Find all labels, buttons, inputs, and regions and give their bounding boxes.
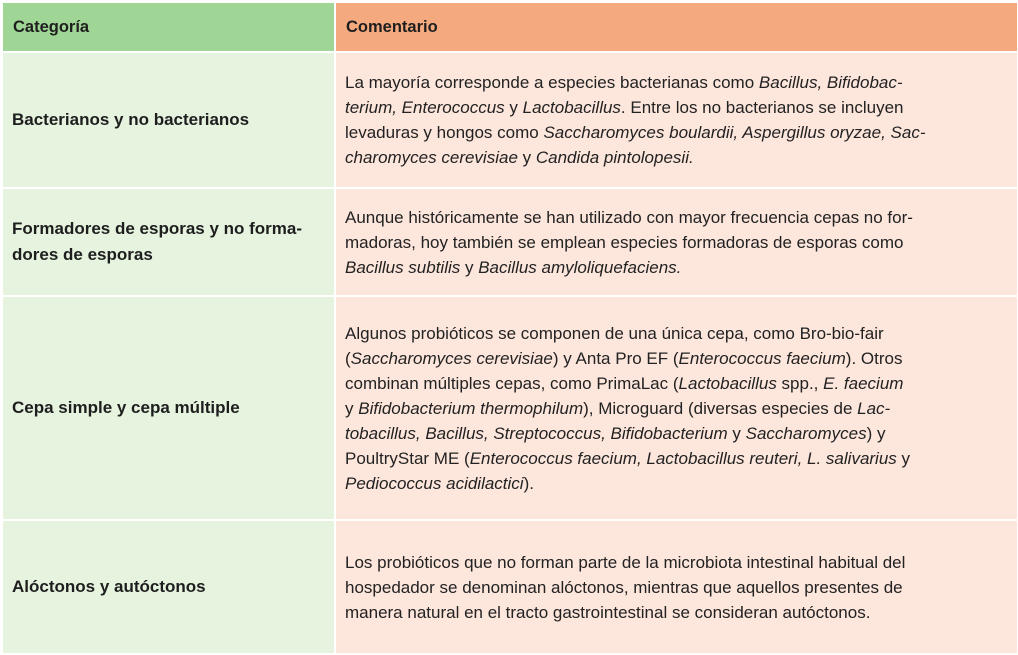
- header-comment: Comentario: [335, 2, 1018, 52]
- species-name: Enterococcus faecium: [678, 348, 846, 368]
- species-name: Bifidobacterium thermophilum: [358, 398, 584, 418]
- category-cell: [2, 188, 335, 296]
- species-name: terium, Enterococcus: [345, 98, 505, 117]
- species-name: Bacillus, Bifidobac-: [758, 73, 903, 92]
- species-name: Saccharomyces cerevisiae: [350, 348, 553, 368]
- species-name: Lactobacillus: [522, 98, 621, 117]
- category-text: Formadores de esporas y no forma- dores de esporas: [12, 219, 303, 264]
- species-name: Bacillus subtilis: [345, 257, 461, 277]
- species-name: Candida pintolopesii.: [535, 148, 694, 167]
- table-header-row: [2, 2, 1018, 52]
- species-name: Enterococcus faecium, Lactobacillus reuteri, L. salivarius: [469, 448, 897, 468]
- probiotics-classification-table: [1, 1, 1018, 655]
- table-row: [2, 188, 1018, 296]
- table-row: [2, 52, 1018, 188]
- species-name: charomyces cerevisiae: [345, 148, 518, 167]
- comment-cell: La mayoría corresponde a especies bacterianas como Bacillus, Bifidobac- terium, Enterococcus y Lactobacillus. Entre los no bacterianos se incluyen levaduras y hongos como Saccharomyces boulardii, Aspergillus oryzae, Sac- charomyces cerevisiae y Candida pintolopesii.: [335, 52, 1018, 188]
- category-cell: Cepa simple y cepa múltiple: [2, 296, 335, 520]
- species-name: Pediococcus acidilactici: [345, 473, 524, 493]
- table-row: [2, 520, 1018, 654]
- species-name: Lac-: [857, 398, 891, 418]
- category-cell: Alóctonos y autóctonos: [2, 520, 335, 654]
- category-cell: Bacterianos y no bacterianos: [2, 52, 335, 188]
- comment-cell: Los probióticos que no forman parte de la microbiota intestinal habitual del hospedador se denominan alóctonos, mientras que aquellos presentes de manera natural en el tracto gastrointestinal se consideran autóctonos.: [335, 520, 1018, 654]
- comment-cell: Algunos probióticos se componen de una única cepa, como Bro-bio-fair (Saccharomyces cerevisiae) y Anta Pro EF (Enterococcus faecium). Otros combinan múltiples cepas, como PrimaLac (Lactobacillus spp., E. faecium y Bifidobacterium thermophilum), Microguard (diversas especies de Lac- tobacillus, Bacillus, Streptococcus, Bifidobacterium y Saccharomyces) y PoultryStar ME (Enterococcus faecium, Lactobacillus reuteri, L. salivarius y Pediococcus acidilactici).: [335, 296, 1018, 520]
- header-category: Categoría: [2, 2, 335, 52]
- species-name: Lactobacillus: [678, 373, 777, 393]
- species-name: tobacillus, Bacillus, Streptococcus, Bifidobacterium: [345, 423, 728, 443]
- table-row: [2, 296, 1018, 520]
- comment-cell: Aunque históricamente se han utilizado con mayor frecuencia cepas no for- madoras, hoy también se emplean especies formadoras de esporas como Bacillus subtilis y Bacillus amyloliquefaciens.: [335, 188, 1018, 296]
- species-name: E. faecium: [823, 373, 904, 393]
- species-name: Saccharomyces boulardii, Aspergillus oryzae, Sac-: [543, 123, 926, 142]
- species-name: Bacillus amyloliquefaciens.: [478, 257, 682, 277]
- species-name: Saccharomyces: [745, 423, 867, 443]
